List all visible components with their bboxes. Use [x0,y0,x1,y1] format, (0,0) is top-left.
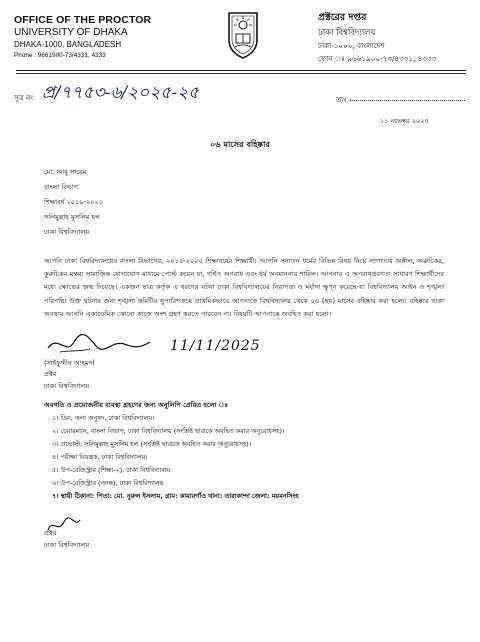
cc-item: ৩। প্রভোস্ট, সলিমুল্লাহ মুসলিম হল (সংশ্লিষ্ট ছাত্রকে অবহিত করার অনুরোধসহ)। [52,440,252,448]
office-title-bn: প্রক্টরের দপ্তর [318,12,367,23]
letterhead-divider-top [16,70,466,71]
address-bn: ঢাকা-১০০০, বাংলাদেশ [318,41,385,50]
recipient-hall: সলিমুল্লাহ মুসলিম হল [44,213,100,221]
office-title-en: OFFICE OF THE PROCTOR [14,14,152,26]
signatory-title: প্রক্টর [44,370,57,378]
cc-heading: অবগতি ও প্রয়োজনীয় ব্যবস্থা গ্রহণের জন্য অনুলিপি প্রেরিত হলো ঃ [44,401,228,409]
cc-item: ৪। পরীক্ষা নিয়ন্ত্রক, ঢাকা বিশ্ববিদ্যালয়। [52,453,148,461]
date-label: তাং [336,96,347,104]
proctor-signature [44,330,154,358]
date-dotted-line [350,100,465,101]
letter-date: ১১ নভেম্বর ২০২৫ [380,117,429,125]
cc-item: ৬। উপ-রেজিস্ট্রার (তদন্ত), ঢাকা বিশ্ববিদ্যালয় [52,479,164,487]
university-name-en: UNIVERSITY OF DHAKA [14,27,128,38]
letter-body-paragraph: আপনি ঢাকা বিশ্ববিদ্যালয়ের বাংলা বিভাগের, ২০১৯-২০২০ শিক্ষাবর্ষের শিক্ষার্থী। আপনি সনাতন ধর্মের বিভিন্ন বিষয় নিয়ে লাগাতার অশ্লীল, অরুচিকর, কুরুচিকর মন্তব্য সামাজিক যোগাযোগ মাধ্যমে পোস্ট করেন যা, গর্হিত অপরাধ এবং ধর্ম অবমাননার শামিল। আপনার এ অপরাধপ্রবণতা সাধারণ শিক্ষার্থীদের মধ্যে ক্ষোভের জন্ম দিয়েছে। একজন ছাত্র কর্তৃক এ ধরণের ঘটনা ঢাকা বিশ্ববিদ্যালয়ের নিরাপত্তা ও মর্যাদা ক্ষুণ্ন করেছে-যা বিশ্ববিদ্যালয় আইন ও শৃঙ্খলা পরিপন্থি। উক্ত ঘটনার জন্য শৃঙ্খলা কমিটির সুপারিশক্রমে প্রাথমিকভাবে আপনাকে বিশ্ববিদ্যালয় থেকে ০৬ (ছয়) মাসের বহিষ্কার করা হলো। বহিষ্কার থাকা অবস্থায় আপনি একাডেমিক কোনো কাজে অংশ গ্রহণ করতে পারবেন না। বিষয়টি আপনাকে অবহিত করা হলো। [44,257,444,318]
address-en: DHAKA-1000, BANGLADESH [14,40,122,49]
university-name-bn: ঢাকা বিশ্ববিদ্যালয় [318,27,376,37]
footer-signatory-title: প্রক্টর [44,529,57,537]
phone-en: Phone : 9661900-73/4331, 4333 [14,52,106,59]
recipient-session: শিক্ষাবর্ষ ২০১৯-২০২০ [44,198,104,206]
cc-item: ১। ডিন, কলা অনুষদ, ঢাকা বিশ্ববিদ্যালয়। [52,414,155,422]
letterhead-divider-bottom [16,73,466,74]
cc-item-permanent-address: ৭। স্থায়ী ঠিকানা: পিতা: মো. নুরুল ইসলাম, গ্রাম: কামারগাঁও থানা: তারাকান্দা জেলা: ময়মনসিংহ [52,492,299,500]
signatory-university: ঢাকা বিশ্ববিদ্যালয় [44,382,90,390]
cc-item: ২। চেয়ারম্যান, বাংলা বিভাগ, ঢাকা বিশ্ববিদ্যালয় (সংশ্লিষ্ট ছাত্রকে অবহিত করার অনুরোধসহ)। [52,427,285,435]
recipient-department: বাংলা বিভাগ [44,183,79,191]
cc-item: ৫। উপ-রেজিস্ট্রার (শিক্ষা-২), ঢাকা বিশ্ববিদ্যালয় [52,466,170,474]
reference-label: সূত্র নং [14,94,34,102]
handwritten-signature-date: 11/11/2025 [170,338,261,354]
phone-bn: ফোন ঃ ৯৬৬১৯০০-৭৩/৪৩৩১, ৪৩৩৩ [318,54,437,63]
footer-signatory-university: ঢাকা বিশ্ববিদ্যালয় [44,541,90,549]
handwritten-reference-number: প্র/৭৭৫৩-৬/২০২৫-২৫ [42,83,200,103]
letter-subject: ০৬ মাসের বহিষ্কার [209,139,271,149]
signatory-name: (সাইফুদ্দীন আহমদ) [44,359,95,367]
recipient-university: ঢাকা বিশ্ববিদ্যালয় [44,228,90,236]
university-crest-logo [226,10,260,60]
recipient-name: মো. আবু সায়েম [44,168,87,176]
